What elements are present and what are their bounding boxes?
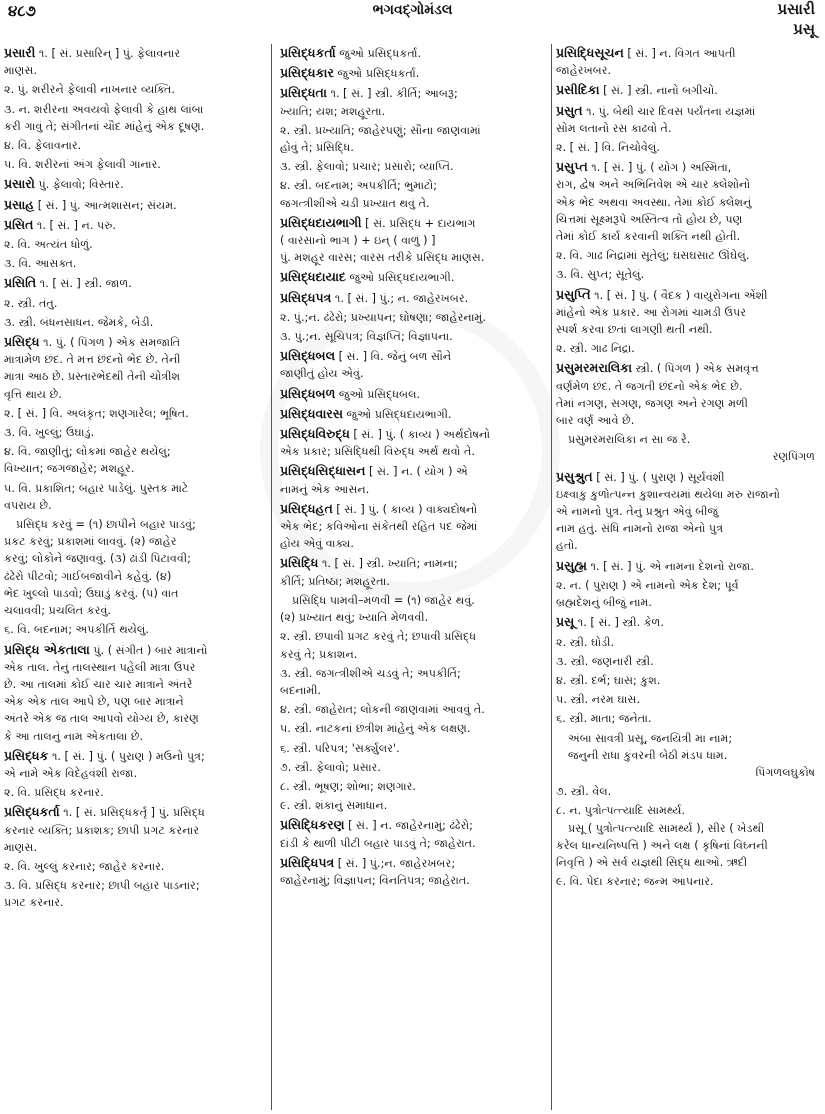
entry-line-first: ૫. વિ. શરીરનાં અંગ ફેલાવી ગાનાર.	[4, 158, 161, 172]
dictionary-entry	[556, 783, 821, 800]
entry-line: માણસ.	[4, 64, 38, 78]
entry-line-first: પ્રસાહ [ સં. ] પું. આત્મશાસન; સંયમ.	[4, 196, 177, 212]
entry-line: કરી ગાવું તે; સંગીતનાં ચૌદ માંહેનું એક દૂષણ.	[4, 119, 205, 133]
entry-line-first: પ્રસિદ્ધ કરવું = (૧) છાપીને બહાર પાડવું;	[16, 518, 196, 532]
entry-line: ભેદ ખુલ્લો પાડવો; ઉઘાડું કરવું. (૫) વાત	[4, 586, 179, 600]
column-1	[4, 44, 270, 1110]
entry-line: ઇક્ષ્વાકુ કુળોત્પન્ન કુશાન્વયમાં થયેલા મરુ રાજાનો	[556, 487, 780, 501]
entry-line-first: ૩. વિ. આસક્ત.	[4, 257, 77, 271]
dictionary-entry	[556, 359, 821, 429]
entry-line: વૃત્તિ થાય છે.	[4, 387, 62, 401]
entry-line: વિખ્યાત; જગજાહેર; મશહૂર.	[4, 462, 135, 476]
dictionary-entry	[4, 424, 270, 441]
dictionary-entry	[4, 156, 270, 173]
entry-line: જાહેરનામું; વિજ્ઞાપન; વિનતિપત્ર; જાહેરાત.	[280, 873, 470, 887]
entry-line: એક એક તાલ આપે છે, પણ બાર માત્રાને	[4, 695, 184, 709]
entry-line: માત્રા આઠ છે. પ્રસ્તારભેદથી તેની ચોત્રીશ	[4, 370, 181, 384]
entry-line-first: પ્રસિદ્ધદાયભાગી [ સં. પ્રસિદ્ધ + દાયભાગ	[280, 214, 476, 230]
entry-line-first: પ્રસુત ૧. પું. બેથી ચાર દિવસ પર્યંતના યજ્ઞમાં	[556, 102, 756, 118]
entry-line: વપરાય છે.	[4, 498, 52, 512]
dictionary-entry	[4, 196, 270, 214]
entry-line-first: ૨. સ્ત્રી. તંતુ.	[4, 296, 58, 310]
dictionary-entry	[4, 314, 270, 331]
entry-line-first: ૨. વિ. પ્રસિદ્ધ કરનાર.	[4, 786, 104, 800]
entry-line: હોવું તે; પ્રસિદ્ધિ.	[280, 141, 354, 155]
dictionary-entry	[280, 177, 546, 211]
dictionary-entry	[556, 247, 821, 264]
entry-line-first: પ્રસુશ્રુત [ સં. ] પું. ( પુરાણ ) સૂર્યવંશી	[556, 468, 725, 484]
dictionary-entry	[280, 64, 546, 82]
entry-line: નિવૃત્તિ ) એ સર્વ યજ્ઞથી સિદ્ધ થાઓ. ઋદી	[556, 855, 748, 869]
entry-line-first: ૫. સ્ત્રી. નાટકનાં છત્રીશ માંહેનું એક લક્ષણ.	[280, 722, 471, 736]
entry-line: તેમાં કોઈ કાર્ય કરવાની શક્તિ નથી હોતી.	[556, 230, 741, 244]
dictionary-entry	[556, 44, 821, 79]
dictionary-entry	[4, 621, 270, 638]
entry-line-first: પ્રસિદ્ધસિદ્ધાસન [ સં. ] ન. ( યોગ ) એ	[280, 463, 468, 479]
dictionary-entry	[556, 802, 821, 871]
entry-line-first: ૪. વિ. જાણીતું; લોકમાં જાહેર થયેલું;	[4, 445, 171, 459]
entry-line-first: પ્રસિદ્ધિકરણ [ સં. ] ન. જાહેરનામું; ઢંઢેરો;	[280, 817, 473, 833]
dictionary-entry	[556, 102, 821, 137]
dictionary-entry	[280, 122, 546, 156]
entry-line: એ નામે એક વિદેહવંશી રાજા.	[4, 766, 138, 780]
entry-line: જાહેરખબર.	[556, 64, 612, 78]
dictionary-entry	[4, 516, 270, 619]
dictionary-entry	[280, 328, 546, 345]
entry-line-first: પ્રસુમરમરાલિકા ન સા જ રે.	[568, 433, 691, 447]
entry-line: પ્રગટ કરનાર.	[4, 896, 64, 910]
entry-line-first: પ્રસારો પું. ફેલાવો; વિસ્તાર.	[4, 176, 124, 192]
dictionary-entry	[556, 340, 821, 357]
dictionary-entry	[556, 431, 821, 465]
entry-line-first: પ્રસુપ્તિ ૧. [ સં. ] પું. ( વૈદક ) વાયુરોગના એંશી	[556, 286, 768, 302]
entry-line-first: અંબા સાવત્રી પ્રસૂ, જનયિત્રી મા નામ;	[568, 731, 733, 745]
dictionary-entry	[280, 628, 546, 662]
dictionary-entry	[280, 701, 546, 718]
dictionary-entry	[556, 468, 821, 555]
entry-line-first: ૪. સ્ત્રી. દર્ભ; ઘાસ; કુશ.	[556, 673, 661, 687]
dictionary-entry	[4, 295, 270, 312]
dictionary-entry	[280, 554, 546, 589]
dictionary-entry	[4, 877, 270, 911]
entry-line: ( વારસાનો ભાગ ) + ઇન્ ( વાળું ) ]	[280, 234, 436, 248]
guide-word-last: પ્રસૂ	[793, 20, 815, 38]
entry-line-first: ૨. પું.;ન. ઢંઢેરો; પ્રખ્યાપન; ઘોષણા; જાહેરનામું.	[280, 310, 486, 324]
dictionary-entry	[556, 653, 821, 670]
entry-line: માણસ.	[4, 840, 38, 854]
entry-line: નામ હતું. સંધિ નામનો રાજા એનો પુત્ર	[556, 522, 724, 536]
entry-line: છે. આ તાલમાં કોઈ ચાર ચાર માત્રાને અંતરે	[4, 677, 193, 691]
entry-line: પ્રસૂ ( પુત્રોત્પત્ત્યાદિ સામર્થ્ય ), સીર ( ખેડથી	[568, 821, 765, 835]
entry-line-first: પ્રસારી ૧. [ સં. પ્રસારિન્ ] પું. ફેલાવનાર	[4, 45, 181, 60]
dictionary-entry	[4, 81, 270, 98]
entry-line-first: પ્રસુહ્મ ૧. [ સં. ] પું. એ નામના દેશનો રાજા.	[556, 557, 754, 573]
entry-line-first: પ્રસિદ્ધિ ૧. [ સં. ] સ્ત્રી. ખ્યાતિ; નામના;	[280, 555, 458, 571]
entry-line: રણપિંગળ	[772, 450, 815, 464]
entry-line-first: ૪. સ્ત્રી. જાહેરાત; લોકની જાણવામાં આવવું તે.	[280, 703, 485, 717]
entry-line: કે આ તાલનું નામ એકતાલા છે.	[4, 729, 144, 743]
entry-line: એક ભેદ અથવા અવસ્થા. તેમાં કોઈ ક્લેશનું	[556, 195, 752, 209]
entry-line: સોમ લતાનો રસ કાઢવો તે.	[556, 121, 672, 135]
dictionary-entry	[280, 84, 546, 119]
book-title: ભગવદ્ગોમંડલ	[372, 2, 453, 18]
entry-line-first: ૩. વિ. ખુલ્લું; ઉઘાડું.	[4, 426, 95, 440]
dictionary-entry	[4, 137, 270, 154]
entry-line: અંતરે એક જ તાલ આપવો યોગ્ય છે, કારણ	[4, 712, 199, 726]
entry-line: જાણીતું હોય એવું.	[280, 367, 364, 381]
entry-line-first: ૯. વિ. પેદા કરનાર; જન્મ આપનાર.	[556, 875, 714, 889]
dictionary-entry	[4, 858, 270, 875]
dictionary-entry	[4, 333, 270, 403]
entry-line-first: ૩. સ્ત્રી. બંધનસાધન. જેમકે, બેડી.	[4, 315, 154, 329]
dictionary-entry	[280, 797, 546, 814]
dictionary-entry	[556, 139, 821, 156]
entry-line-first: પ્રસિદ્ધદાયાદ જુઓ પ્રસિદ્ધદાયભાગી.	[280, 269, 455, 285]
dictionary-entry	[556, 266, 821, 283]
entry-line: કરવું; લોકોને જણાવવું. (૩) ઢાંડી પિટાવવી;	[4, 552, 191, 566]
entry-line-first: ૨. વિ. ગાઢ નિદ્રામાં સૂતેલું; ઘસઘસાટ ઊંઘેલું.	[556, 249, 750, 263]
entry-line: માત્રામેળ છંદ. તે મત્ત છંદનો ભેદ છે. તેની	[4, 353, 181, 367]
entry-line-first: ૨. વિ. અત્યંત ધોળું.	[4, 238, 93, 252]
dictionary-entry	[556, 557, 821, 575]
entry-line: પિંગળલઘુકોષ	[755, 765, 815, 779]
dictionary-entry	[280, 816, 546, 851]
entry-line: જનુની રાધા કુંવરની બેઠી મંડપ ધામ.	[568, 748, 728, 762]
entry-line-first: પ્રસીદિકા [ સં. ] સ્ત્રી. નાનો બગીચો.	[556, 82, 718, 98]
entry-line-first: ૨. [ સં. ] વિ. અલંકૃત; શણગારેલ; ભૂષિત.	[4, 406, 189, 420]
entry-line: બદનામી.	[280, 683, 321, 697]
dictionary-entry	[280, 385, 546, 403]
entry-line-first: ૫. વિ. પ્રકાશિત; બહાર પાડેલું. પુસ્તક માટે	[4, 481, 189, 495]
dictionary-entry	[280, 214, 546, 267]
entry-line-first: ૭. સ્ત્રી. ફેલાવો; પ્રસાર.	[280, 760, 381, 774]
entry-line-first: પ્રસિદ્ધ ૧. પું. ( પિંગળ ) એક સમજાતિ	[4, 334, 181, 350]
entry-line-first: પ્રસૂ ૧. [ સં. ] સ્ત્રી. કેળ.	[556, 614, 664, 630]
dictionary-entry	[4, 101, 270, 135]
entry-line-first: ૩. સ્ત્રી. જણનારી સ્ત્રી.	[556, 654, 654, 668]
entry-line: ચલાવવી; પ્રચલિત કરવું.	[4, 604, 111, 618]
dictionary-entry	[280, 462, 546, 497]
entry-line-first: પ્રસિદ્ધક ૧. [ સં. ] પું. ( પુરાણ ) મઉનો પુત્ર;	[4, 747, 205, 763]
entry-line: એક તાલ. તેનું તાલસ્થાન પહેલી માત્રા ઉપર	[4, 660, 196, 674]
entry-line: તેમાં નગણ, સગણ, જગણ અને રગણ મળી	[556, 396, 748, 410]
dictionary-entry	[280, 268, 546, 286]
entry-line: દાંડી કે થાળી પીટી બહાર પાડવું તે; જાહેરાત.	[280, 836, 476, 850]
entry-line: જગત્ત્રીશીએ ચડી પ્રખ્યાત થવું તે.	[280, 196, 430, 210]
dictionary-entry	[4, 216, 270, 234]
dictionary-entry	[280, 44, 546, 62]
entry-line: માંહેનો એક પ્રકાર. આ રોગમાં ચામડી ઉપર	[556, 305, 747, 319]
entry-line-first: ૩. પું.;ન. સૂચિપત્ર; વિજ્ઞપ્તિ; વિજ્ઞાપના.	[280, 330, 453, 344]
dictionary-entry	[4, 255, 270, 272]
entry-line-first: પ્રસિદ્ધકાર જુઓ પ્રસિદ્ધકર્તા.	[280, 65, 420, 81]
entry-line-first: પ્રસિદ્ધહત [ સં. ] પું. ( કાવ્ય ) વાક્યદોષનો	[280, 500, 478, 516]
entry-line: (૨) પ્રખ્યાત થવું; ખ્યાતિ મેળવવી.	[280, 611, 429, 625]
entry-line-first: ૩. વિ. પ્રસિદ્ધ કરનાર; છાપી બહાર પાડનાર;	[4, 879, 200, 893]
dictionary-body	[4, 44, 821, 1110]
entry-line-first: પ્રસિતિ ૧. [ સં. ] સ્ત્રી. જાળ.	[4, 275, 132, 291]
entry-line: હતો.	[556, 539, 578, 553]
entry-line: સ્પર્શ કરવા છતાં લાગણી થતી નથી.	[556, 323, 713, 337]
dictionary-entry	[280, 158, 546, 175]
dictionary-entry	[4, 236, 270, 253]
guide-word-first: પ્રસારી	[777, 0, 815, 18]
dictionary-entry	[280, 347, 546, 382]
entry-line-first: ૪. સ્ત્રી. બદનામ; અપકીર્તિ; ભુમાટો;	[280, 179, 438, 193]
dictionary-entry	[280, 740, 546, 757]
dictionary-entry	[4, 175, 270, 193]
entry-line: ખ્યાતિ; યશ; મશહૂરતા.	[280, 104, 386, 118]
dictionary-entry	[280, 309, 546, 326]
entry-line: કરનાર વ્યક્તિ; પ્રકાશક; છાપી પ્રગટ કરનાર	[4, 823, 200, 837]
dictionary-entry	[4, 747, 270, 782]
dictionary-entry	[556, 577, 821, 611]
entry-line-first: પ્રસિદ્ધિ પામવી–મળવી = (૧) જાહેર થવું.	[292, 593, 475, 607]
entry-line: ચિત્તમાં સૂક્ષ્મરૂપે અસ્તિત્વ તો હોય છે, પણ	[556, 212, 743, 226]
entry-line-first: પ્રસિદ્ધતા ૧. [ સં. ] સ્ત્રી. કીર્તિ; આબરૂ;	[280, 85, 458, 101]
dictionary-entry	[556, 286, 821, 339]
entry-line-first: ૭. સ્ત્રી. વેલ.	[556, 785, 612, 799]
dictionary-entry	[280, 425, 546, 460]
entry-line-first: ૨. સ્ત્રી. છપાવી પ્રગટ કરવું તે; છપાવી પ્રસિદ્ધ	[280, 630, 477, 644]
entry-line-first: પ્રસુમરમરાલિકા સ્ત્રી. ( પિંગળ ) એક સમવૃત્ત	[556, 360, 759, 376]
page-number: ૪૮૭	[8, 2, 36, 20]
page-header	[0, 0, 825, 42]
dictionary-entry	[280, 720, 546, 737]
entry-line-first: ૨. સ્ત્રી. ઘોડી.	[556, 635, 615, 649]
entry-line-first: ૨. પું. શરીરને ફેલાવી નાખનાર વ્યક્તિ.	[4, 83, 175, 97]
entry-line: કીર્તિ; પ્રતિષ્ઠા; મશહૂરતા.	[280, 574, 390, 588]
dictionary-entry	[556, 730, 821, 782]
entry-line-first: ૮. ન. પુત્રોત્પત્ત્યાદિ સામર્થ્ય.	[556, 804, 686, 818]
dictionary-entry	[280, 289, 546, 307]
entry-line-first: પ્રસિદ્ધકર્તા જુઓ પ્રસિદ્ધકર્તા.	[280, 45, 422, 60]
dictionary-entry	[556, 873, 821, 890]
entry-line-first: ૪. વિ. ફેલાવનાર.	[4, 139, 82, 153]
entry-line: કરવું તે; પ્રકાશન.	[280, 647, 358, 661]
entry-line-first: ૨. સ્ત્રી. ગાઢ નિદ્રા.	[556, 342, 635, 356]
entry-line-first: પ્રસિદ્ધબળ જુઓ પ્રસિદ્ધબલ.	[280, 385, 421, 401]
dictionary-entry	[280, 592, 546, 626]
dictionary-entry	[4, 480, 270, 514]
dictionary-entry	[556, 613, 821, 631]
dictionary-entry	[556, 634, 821, 651]
entry-line-first: ૨. [ સં. ] વિ. નિચોવેલું.	[556, 141, 660, 155]
entry-line-first: ૫. સ્ત્રી. નરમ ઘાસ.	[556, 693, 641, 707]
entry-line: રાગ, દ્વેષ અને અભિનિવેશ એ ચાર ક્લેશોનો	[556, 178, 751, 192]
entry-line: બ્રહ્મદેશનું બીજું નામ.	[556, 596, 652, 610]
dictionary-entry	[4, 641, 270, 745]
entry-line-first: પ્રસિદ્ધિસૂચન [ સં. ] ન. વિગત આપતી	[556, 45, 736, 60]
entry-line-first: પ્રસિદ્ધિપત્ર [ સં. ] પું.;ન. જાહેરખબર;	[280, 854, 456, 870]
entry-line-first: ૩. સ્ત્રી. જગત્ત્રીશીએ ચડવું તે; અપકીર્તિ;	[280, 666, 461, 680]
entry-line-first: પ્રસિદ્ધપત્ર ૧. [ સં. ] પું.; ન. જાહેરખબર.	[280, 289, 469, 305]
dictionary-entry	[280, 405, 546, 423]
entry-line-first: ૩. ન. શરીરના અવયવો ફેલાવી કે હાથ લાંબા	[4, 102, 204, 116]
entry-line-first: પ્રસુપ્ત ૧. [ સં. ] પું. ( યોગ ) અસ્મિતા,	[556, 159, 732, 175]
entry-line: કરેલ ધાન્યનિષ્પત્તિ ) અને લક્ષ ( કૃષિનાં વિઘ્નની	[556, 838, 768, 852]
dictionary-entry	[4, 443, 270, 477]
entry-line: નામનું એક આસન.	[280, 482, 370, 496]
entry-line-first: ૨. વિ. ખુલ્લું કરનાર; જાહેર કરનાર.	[4, 859, 165, 873]
entry-line: પું. મશહૂર વારસ; વારસ તરીકે પ્રસિદ્ધ માણસ.	[280, 251, 485, 265]
dictionary-entry	[556, 81, 821, 99]
entry-line-first: પ્રસિદ્ધવિરુદ્ધ [ સં. ] પું. ( કાવ્ય ) અર્થદોષનો	[280, 426, 491, 442]
entry-line: એક ભેદ; કવિઓના સંકેતથી રહિત પદ જેમાં	[280, 520, 478, 534]
column-3	[556, 44, 821, 1110]
entry-line-first: ૨. ન. ( પુરાણ ) એ નામનો એક દેશ; પૂર્વ	[556, 578, 739, 592]
entry-line: બાર વર્ણ આવે છે.	[556, 414, 635, 428]
dictionary-entry	[280, 778, 546, 795]
entry-line: ઢંઢેરો પીટવો; ગાઈબજાવીને કહેવું. (૪)	[4, 569, 172, 583]
entry-line-first: ૮. સ્ત્રી. ભૂષણ; શોભા; શણગાર.	[280, 779, 416, 793]
entry-line-first: પ્રસિત ૧. [ સં. ] ન. પરુ.	[4, 216, 116, 232]
entry-line-first: પ્રસિદ્ધબલ [ સં. ] વિ. જેનું બળ સૌને	[280, 348, 452, 364]
dictionary-entry	[556, 691, 821, 708]
entry-line: પ્રકટ કરવું; પ્રકાશમાં લાવવું. (૨) જાહેર	[4, 535, 177, 549]
dictionary-entry	[556, 672, 821, 689]
dictionary-entry	[280, 665, 546, 699]
entry-line: એ નામનો પુત્ર. તેનું પ્રશ્રુત એવું બીજું	[556, 505, 719, 519]
entry-line-first: ૩. વિ. સુપ્ત; સૂતેલું.	[556, 268, 645, 282]
dictionary-entry	[280, 500, 546, 553]
entry-line-first: ૬. વિ. બદનામ; અપકીર્તિ થયેલું.	[4, 623, 149, 637]
dictionary-entry	[4, 784, 270, 801]
dictionary-entry	[4, 44, 270, 79]
entry-line-first: પ્રસિદ્ધ એકતાલા પું. ( સંગીત ) બાર માત્રાનો	[4, 641, 208, 657]
dictionary-entry	[4, 274, 270, 292]
entry-line-first: પ્રસિદ્ધકર્તા ૧. [ સં. પ્રસિદ્ધકર્તૃ ] પું. પ્રસિદ્ધ	[4, 804, 205, 820]
entry-line: વર્ણમેળ છંદ. તે જગતી છંદનો એક ભેદ છે.	[556, 379, 743, 393]
entry-line-first: ૯. સ્ત્રી. શંકાનું સમાધાન.	[280, 799, 388, 813]
dictionary-entry	[280, 854, 546, 889]
dictionary-entry	[4, 803, 270, 856]
dictionary-entry	[280, 759, 546, 776]
entry-line-first: પ્રસિદ્ધવારસ જુઓ પ્રસિદ્ધદાયભાગી.	[280, 405, 452, 421]
entry-line: હોય એવું વાક્ય.	[280, 537, 354, 551]
entry-line-first: ૬. સ્ત્રી. માતા; જનેતા.	[556, 712, 652, 726]
entry-line-first: ૩. સ્ત્રી. ફેલાવો; પ્રચાર; પ્રસારો; વ્યાપ્તિ.	[280, 160, 454, 174]
entry-line-first: ૬. સ્ત્રી. પરિપત્ર; 'સર્ક્યુલર'.	[280, 741, 400, 755]
entry-line: એક પ્રકાર; પ્રસિદ્ધિથી વિરુદ્ધ અર્થ થવો તે.	[280, 445, 475, 459]
entry-line-first: ૨. સ્ત્રી. પ્રખ્યાતિ; જાહેરપણું; સૌના જાણવામાં	[280, 123, 481, 137]
dictionary-entry	[556, 158, 821, 245]
column-2	[280, 44, 546, 1110]
dictionary-entry	[556, 710, 821, 727]
dictionary-entry	[4, 405, 270, 422]
